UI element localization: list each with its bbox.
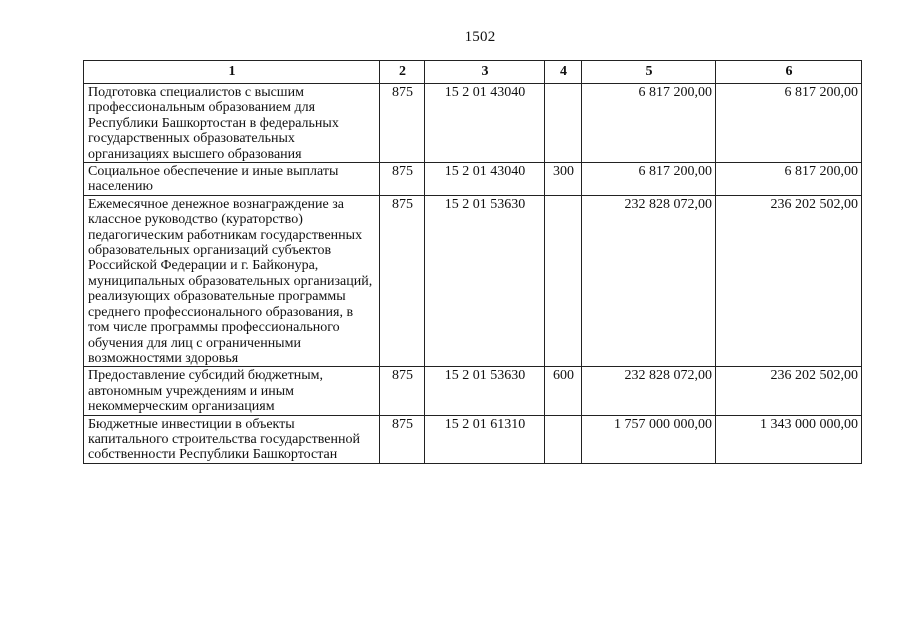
column-header: 2 [380,61,425,84]
row-department-code: 875 [380,84,425,163]
column-header: 4 [545,61,582,84]
row-department-code: 875 [380,163,425,196]
row-target-article: 15 2 01 53630 [425,195,545,366]
row-target-article: 15 2 01 43040 [425,163,545,196]
row-expense-type [545,195,582,366]
column-header: 3 [425,61,545,84]
row-amount-col5: 1 757 000 000,00 [582,415,716,463]
row-name: Социальное обеспечение и иные выплаты населению [84,163,380,196]
column-header: 1 [84,61,380,84]
row-name: Предоставление субсидий бюджетным, автономным учреждениям и иным некоммерческим организациям [84,367,380,415]
row-department-code: 875 [380,195,425,366]
table-row [84,195,862,366]
budget-table [83,60,862,464]
table-row [84,163,862,196]
row-expense-type [545,84,582,163]
row-target-article: 15 2 01 43040 [425,84,545,163]
row-expense-type [545,415,582,463]
row-amount-col6: 1 343 000 000,00 [716,415,862,463]
row-expense-type: 300 [545,163,582,196]
row-target-article: 15 2 01 53630 [425,367,545,415]
row-amount-col6: 236 202 502,00 [716,367,862,415]
row-department-code: 875 [380,415,425,463]
row-amount-col5: 6 817 200,00 [582,163,716,196]
row-amount-col5: 232 828 072,00 [582,367,716,415]
row-department-code: 875 [380,367,425,415]
table-row [84,84,862,163]
row-amount-col6: 236 202 502,00 [716,195,862,366]
table-row [84,415,862,463]
column-header: 5 [582,61,716,84]
page-number: 1502 [464,29,496,45]
column-header: 6 [716,61,862,84]
table-header-row [84,61,862,84]
table-row [84,367,862,415]
row-expense-type: 600 [545,367,582,415]
row-amount-col6: 6 817 200,00 [716,84,862,163]
row-amount-col5: 232 828 072,00 [582,195,716,366]
row-target-article: 15 2 01 61310 [425,415,545,463]
row-name: Бюджетные инвестиции в объекты капитального строительства государственной собственности Республики Башкортостан [84,415,380,463]
row-amount-col5: 6 817 200,00 [582,84,716,163]
row-name: Подготовка специалистов с высшим профессиональным образованием для Республики Башкортостан в федеральных государственных образовательных организациях высшего образования [84,84,380,163]
row-name: Ежемесячное денежное вознаграждение за классное руководство (кураторство) педагогическим работникам государственных образовательных организаций субъектов Российской Федерации и г. Байконура, муниципальных образовательных организаций, реализующих образовательные программы среднего профессионального образования, в том числе программы профессионального обучения для лиц с ограниченными возможностями здоровья [84,195,380,366]
row-amount-col6: 6 817 200,00 [716,163,862,196]
